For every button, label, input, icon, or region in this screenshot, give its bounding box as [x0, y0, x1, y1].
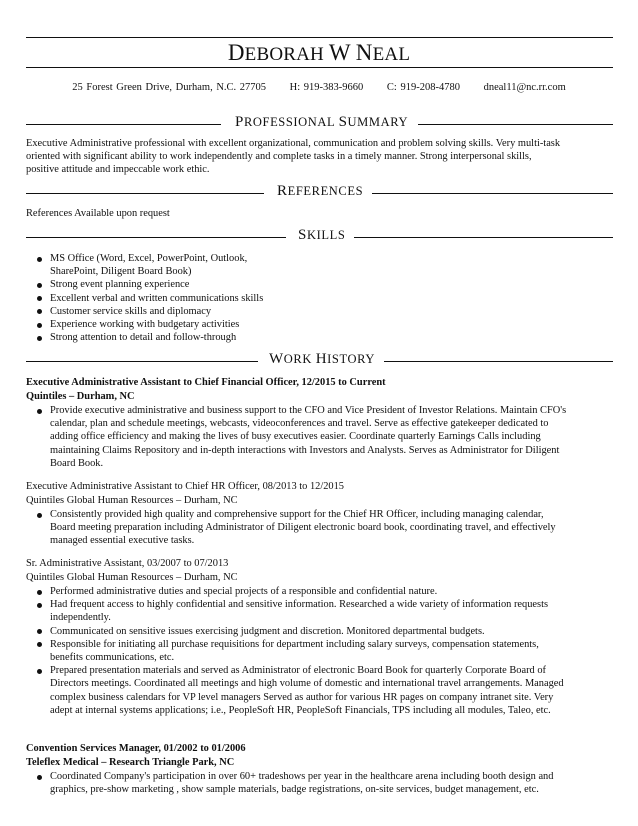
skill-item	[26, 252, 326, 278]
name-first: EBORAH	[244, 44, 324, 65]
candidate-name	[0, 40, 638, 66]
heading-rest: UMMARY	[347, 115, 409, 129]
bullet-line: Consistently provided high quality and comprehensive support for the Chief HR Officer, including managing calendar,	[50, 509, 544, 520]
job-title: Executive Administrative Assistant to Chief HR Officer, 08/2013 to 12/2015	[26, 481, 344, 492]
work-rule-left	[26, 361, 258, 362]
bullet-line: Responsible for initiating all purchase requisitions for department including salary surveys, compensation statements,	[50, 638, 539, 650]
summary-line: Executive Administrative professional with excellent organizational, communication and problem solving skills. Very multi-task	[26, 138, 561, 149]
bullet-line: complex business calendars for VP level managers Served as author for various HR pages on company intranet site. Very	[50, 691, 554, 703]
job-bullet	[26, 404, 614, 470]
job-bullet	[26, 664, 614, 717]
job-bullets	[26, 404, 614, 470]
job-bullet	[26, 770, 614, 796]
job-title: Executive Administrative Assistant to Chief Financial Officer, 12/2015 to Current	[26, 377, 386, 388]
email-link[interactable]: dneal11@nc.rr.com	[483, 82, 566, 93]
cell-phone: C: 919-208-4780	[386, 82, 460, 93]
job-company: Quintiles Global Human Resources – Durham, NC	[26, 495, 238, 506]
bullet-line: maintaining Claims Repository and in-depth interactions with Investors and Analysts. Serves as Administrator for Diligent	[50, 444, 560, 456]
bullet-line: Directors meetings. Coordinated all meetings and high volume of domestic and international travel arrangements. Managed	[50, 678, 564, 690]
summary-line: positive attitude and impeccable work ethic.	[26, 164, 210, 176]
bullet-line: adding office efficiency and making the lives of busy executives easier. Coordinate quarterly Earnings Calls including	[50, 431, 541, 443]
skill-text: MS Office (Word, Excel, PowerPoint, Outlook,	[50, 253, 248, 264]
job-bullet	[26, 585, 614, 598]
section-heading-skills	[289, 227, 354, 244]
bullet-line: calendar, plan and schedule meetings, webcasts, videoconferences and travel. Serve as effective gatekeeper dedicated to	[50, 418, 549, 430]
heading-initial: P	[235, 114, 244, 130]
skill-item: Customer service skills and diplomacy	[26, 305, 326, 318]
job-bullet	[26, 638, 614, 664]
summary-rule-left	[26, 124, 221, 125]
name-middle: W	[328, 40, 351, 65]
references-rule-right	[370, 193, 613, 194]
references-rule-left	[26, 193, 264, 194]
heading-initial: S	[298, 227, 307, 243]
heading-initial: H	[315, 351, 328, 367]
bullet-line: Board Book.	[50, 457, 104, 469]
job-bullets	[26, 508, 614, 548]
work-rule-right	[381, 361, 613, 362]
bullet-line: managed essential executive tasks.	[50, 535, 195, 547]
heading-rest: ORK	[283, 352, 316, 366]
skills-list	[26, 252, 326, 344]
home-phone: H: 919-383-9660	[289, 82, 364, 93]
name-last: EAL	[372, 44, 411, 65]
bullet-line: Provide executive administrative and business support to the CFO and Vice President of Investor Relations. Maintain CFO's	[50, 405, 567, 416]
job-title: Sr. Administrative Assistant, 03/2007 to 07/2013	[26, 558, 229, 569]
skills-rule-left	[26, 237, 286, 238]
skill-item: Strong attention to detail and follow-through	[26, 331, 326, 344]
heading-rest: ROFESSIONAL	[243, 115, 339, 129]
bullet-line: Performed administrative duties and special projects of a responsible and confidential nature.	[50, 586, 438, 597]
job-company: Quintiles Global Human Resources – Durham, NC	[26, 572, 238, 583]
skills-rule-right	[352, 237, 613, 238]
name-initial: D	[227, 40, 245, 65]
bullet-line: graphics, pre-show marketing , show sample materials, badge registrations, on-site services, budget management, etc.	[50, 784, 539, 796]
bullet-line: Communicated on sensitive issues exercising judgment and discretion. Monitored departmental budgets.	[50, 625, 485, 637]
summary-rule-right	[418, 124, 613, 125]
job-bullets	[26, 585, 614, 717]
bullet-line: Coordinated Company's participation in over 60+ tradeshows per year in the healthcare arena including booth design and	[50, 771, 554, 782]
bullet-line: benefits communications, etc.	[50, 652, 175, 664]
summary-text	[26, 137, 606, 177]
skill-text: SharePoint, Diligent Board Book)	[50, 266, 192, 278]
summary-line: oriented with significant ability to work independently and complete tasks in a timely manner. Strong interpersonal skills,	[26, 151, 532, 163]
references-text: References Available upon request	[26, 208, 170, 219]
job-title: Convention Services Manager, 01/2002 to 01/2006	[26, 743, 246, 754]
section-heading-work-history	[260, 351, 384, 368]
bullet-line: Board meeting preparation including Administrator of Diligent electronic board book, coordinating travel, and effectively	[50, 522, 556, 534]
name-underline	[26, 67, 613, 68]
name-last-initial: N	[355, 40, 373, 65]
skill-item: Experience working with budgetary activities	[26, 318, 326, 331]
job-bullet	[26, 625, 614, 638]
job-company: Quintiles – Durham, NC	[26, 391, 135, 402]
address: 25 Forest Green Drive, Durham, N.C. 27705	[72, 82, 267, 93]
heading-initial: W	[269, 351, 284, 367]
job-company: Teleflex Medical – Research Triangle Park, NC	[26, 757, 235, 768]
contact-line	[0, 82, 638, 93]
heading-rest: EFERENCES	[287, 184, 364, 198]
bullet-line: Prepared presentation materials and served as Administrator of electronic Board Book for quarterly Corporate Board of	[50, 665, 546, 677]
heading-rest: KILLS	[306, 228, 346, 242]
bullet-line: Had frequent access to highly confidential and sensitive information. Researched a wide variety of information requests	[50, 599, 549, 611]
skill-item: Excellent verbal and written communications skills	[26, 292, 326, 305]
job-bullets	[26, 770, 614, 796]
section-heading-references	[268, 183, 372, 200]
top-rule	[26, 37, 613, 38]
heading-initial: R	[277, 183, 288, 199]
heading-initial: S	[338, 114, 348, 130]
section-heading-summary	[226, 114, 417, 131]
job-bullet	[26, 598, 614, 624]
heading-rest: ISTORY	[327, 352, 375, 366]
skill-item: Strong event planning experience	[26, 278, 326, 291]
job-bullet	[26, 508, 614, 548]
bullet-line: adept at internal systems applications; i.e., PeopleSoft HR, PeopleSoft Financials, TPS including all modules, Taleo, etc.	[50, 704, 551, 716]
bullet-line: independently.	[50, 612, 111, 624]
